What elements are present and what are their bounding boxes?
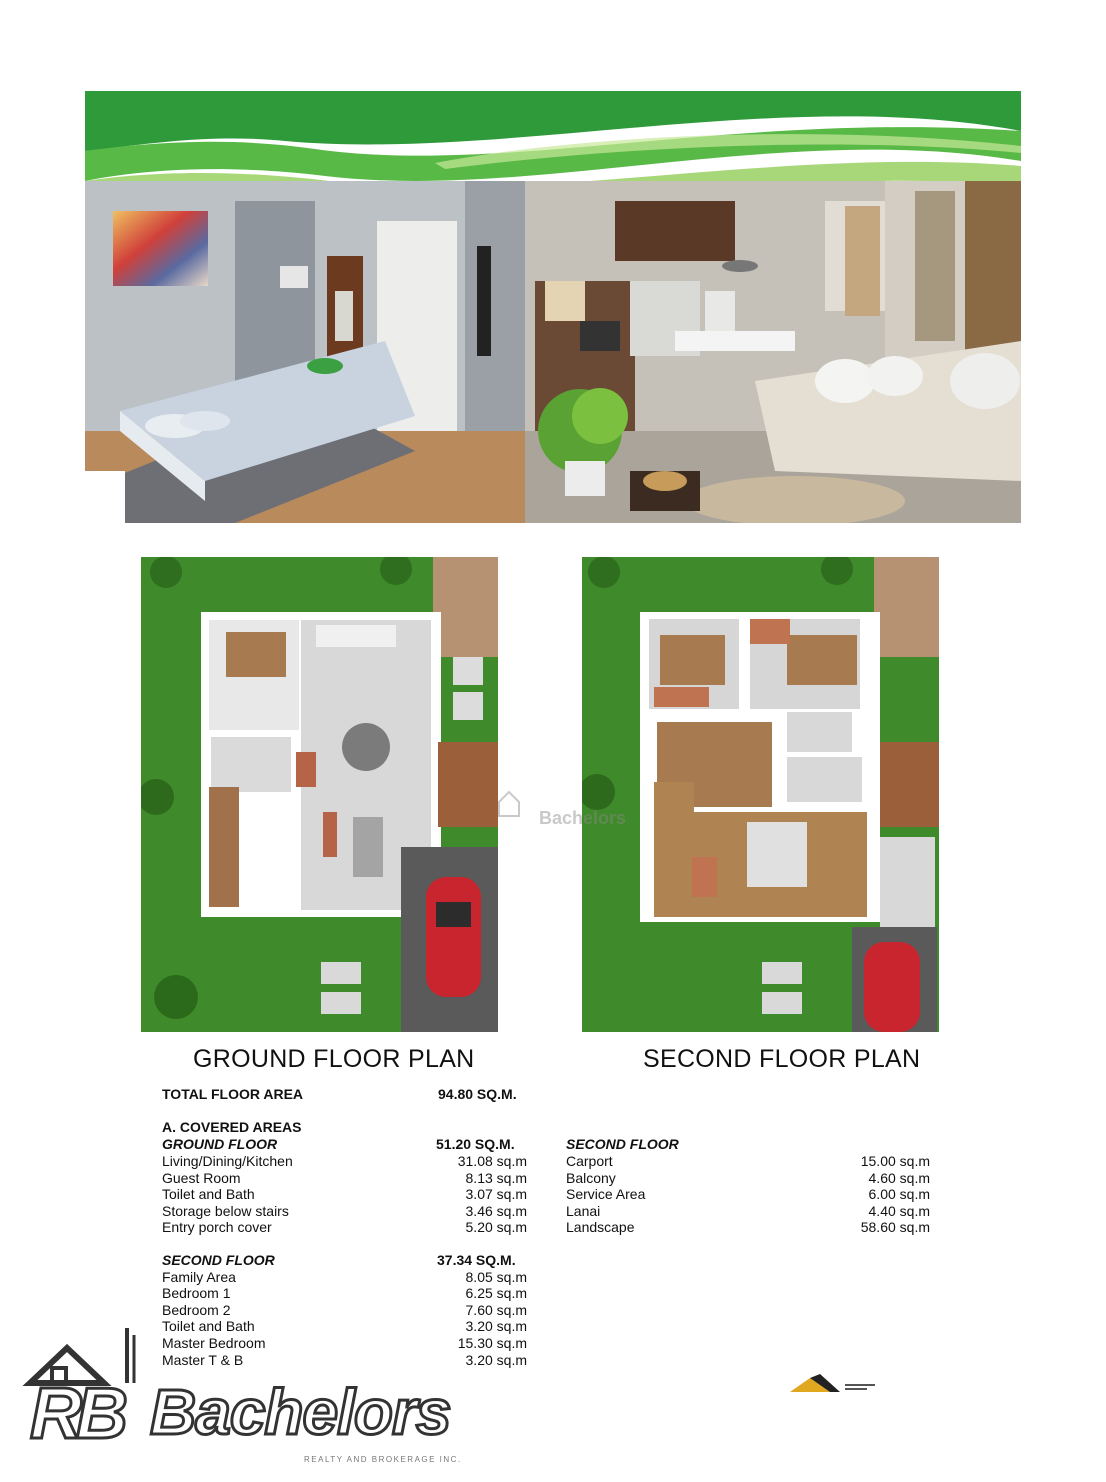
site-orientation-mark	[790, 1372, 890, 1394]
second-floor-heading: SECOND FLOOR	[162, 1252, 275, 1268]
total-floor-area-value: 94.80 SQ.M.	[438, 1086, 517, 1102]
total-floor-area-label: TOTAL FLOOR AREA	[162, 1086, 304, 1102]
area-row-value: 5.20 sq.m	[465, 1219, 527, 1235]
area-row-value: 3.46 sq.m	[465, 1203, 527, 1219]
area-row-label: Family Area	[162, 1269, 236, 1285]
logo-monogram: RB	[30, 1374, 122, 1454]
area-row-value: 8.05 sq.m	[465, 1269, 527, 1285]
area-row-label: Master T & B	[162, 1352, 244, 1368]
area-row-label: Toilet and Bath	[162, 1186, 255, 1202]
area-row-label: Bedroom 1	[162, 1285, 231, 1301]
area-row-label: Storage below stairs	[162, 1203, 289, 1219]
ground-floor-heading: GROUND FLOOR	[162, 1136, 278, 1152]
bachelors-logo	[22, 1323, 472, 1471]
second-floor-total: 37.34 SQ.M.	[437, 1252, 516, 1268]
covered-areas-heading: A. COVERED AREAS	[162, 1119, 302, 1135]
ground-floor-plan-title: GROUND FLOOR PLAN	[193, 1045, 475, 1073]
logo-wordmark: Bachelors	[150, 1376, 451, 1448]
area-row-label: Service Area	[566, 1186, 646, 1202]
area-row-label: Master Bedroom	[162, 1335, 266, 1351]
area-row-label: Lanai	[566, 1203, 601, 1219]
area-row-label: Bedroom 2	[162, 1302, 231, 1318]
area-row-value: 7.60 sq.m	[465, 1302, 527, 1318]
area-row-label: Toilet and Bath	[162, 1318, 255, 1334]
ground-floor-plan-image	[141, 557, 498, 1032]
area-row-label: Carport	[566, 1153, 613, 1169]
logo-tagline: REALTY AND BROKERAGE INC.	[304, 1455, 462, 1464]
area-row-label: Guest Room	[162, 1170, 241, 1186]
area-row-value: 6.25 sq.m	[465, 1285, 527, 1301]
area-row-value: 4.40 sq.m	[868, 1203, 930, 1219]
living-kitchen-render	[525, 181, 1021, 523]
area-row-value: 6.00 sq.m	[868, 1186, 930, 1202]
watermark-logo	[497, 788, 657, 828]
area-row-label: Entry porch cover	[162, 1219, 272, 1235]
area-row-value: 15.30 sq.m	[457, 1335, 527, 1351]
house-icon	[497, 788, 521, 818]
bedroom-render	[85, 181, 525, 523]
area-row-value: 31.08 sq.m	[457, 1153, 527, 1169]
area-row-value: 4.60 sq.m	[868, 1170, 930, 1186]
ground-floor-total: 51.20 SQ.M.	[436, 1136, 515, 1152]
area-row-value: 3.20 sq.m	[465, 1352, 527, 1368]
area-row-label: Landscape	[566, 1219, 635, 1235]
hero-banner	[85, 91, 1021, 523]
area-row-value: 3.20 sq.m	[465, 1318, 527, 1334]
area-row-value: 58.60 sq.m	[860, 1219, 930, 1235]
watermark-text: Bachelors	[539, 808, 627, 828]
area-row-value: 8.13 sq.m	[465, 1170, 527, 1186]
area-row-value: 15.00 sq.m	[860, 1153, 930, 1169]
uncovered-second-floor-heading: SECOND FLOOR	[566, 1136, 679, 1152]
area-row-label: Balcony	[566, 1170, 616, 1186]
second-floor-plan-title: SECOND FLOOR PLAN	[643, 1045, 921, 1073]
area-row-label: Living/Dining/Kitchen	[162, 1153, 293, 1169]
area-row-value: 3.07 sq.m	[465, 1186, 527, 1202]
